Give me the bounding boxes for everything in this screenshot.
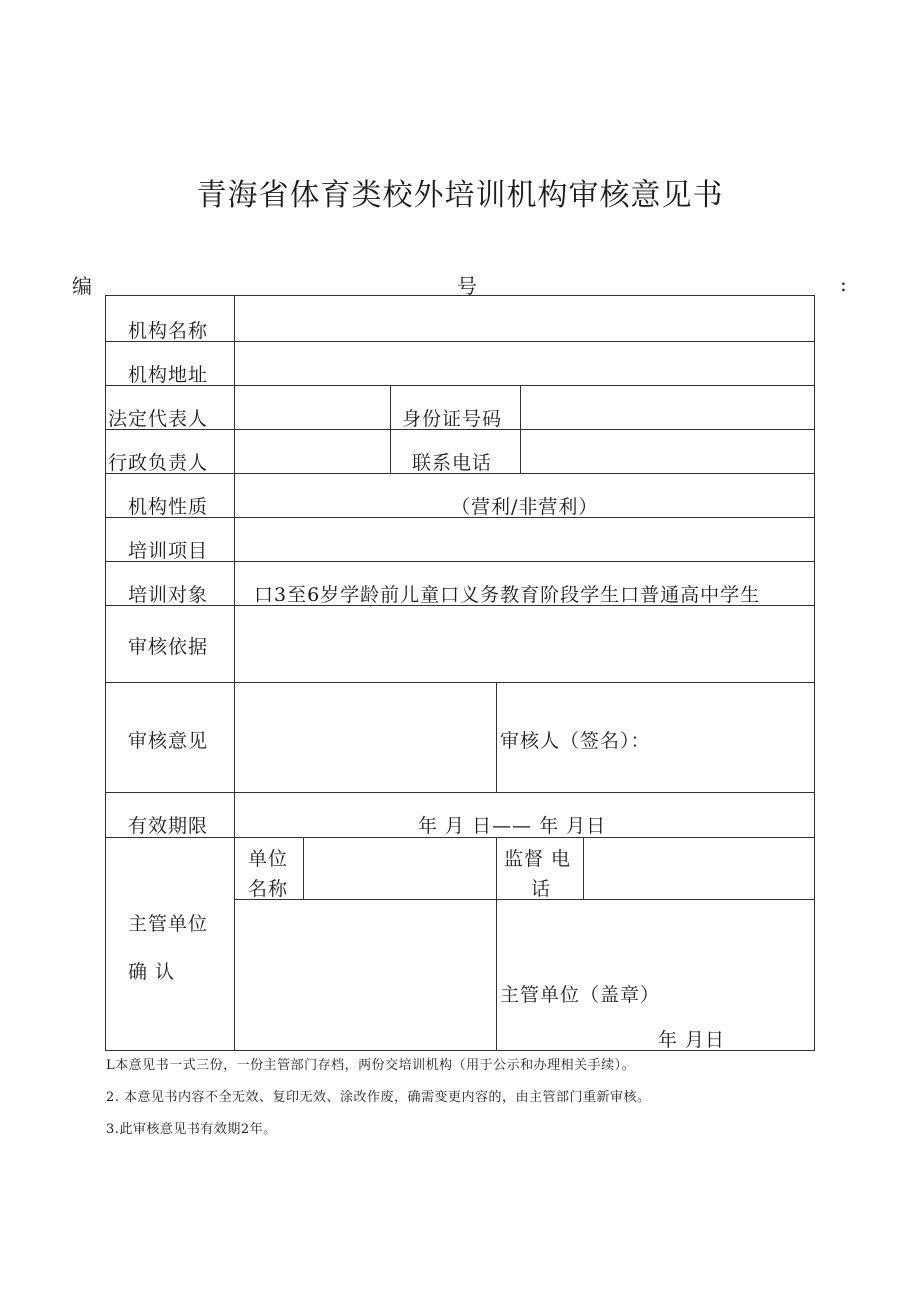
row-divider [106,561,814,562]
note-2: 2. 本意见书内容不全无效、复印无效、涂改作废，确需变更内容的，由主管部门重新审核。 [106,1090,651,1105]
serial-number-colon: : [840,272,847,296]
administrative-head-label: 行政负责人 [108,452,209,474]
review-form-table [105,295,815,1051]
column-divider [496,837,497,1050]
legal-representative-label: 法定代表人 [108,408,209,430]
training-items-label: 培训项目 [128,540,209,562]
label-column-divider [234,296,235,1050]
supervision-phone-label: 监督 电 [504,848,572,870]
row-divider [234,899,814,900]
org-address-label: 机构地址 [128,364,209,386]
row-divider [106,385,814,386]
org-nature-label: 机构性质 [128,496,209,518]
validity-period-label: 有效期限 [128,815,209,837]
seal-date: 年 月日 [658,1029,726,1051]
training-target-label: 培训对象 [128,584,209,606]
validity-period-value: 年 月 日—— 年 月日 [418,815,607,837]
serial-number-label-start: 编 [72,274,92,298]
id-number-label: 身份证号码 [402,408,503,430]
row-divider [106,682,814,683]
column-divider [520,385,521,473]
org-nature-value: （营利/非营利） [451,496,599,518]
column-divider [496,682,497,792]
authority-confirm-label: 主管单位 [128,913,209,935]
column-divider [390,385,391,473]
page-title: 青海省体育类校外培训机构审核意见书 [196,178,724,213]
serial-number-label-end: 号 [457,274,477,298]
row-divider [106,341,814,342]
phone-label: 联系电话 [412,452,493,474]
authority-confirm-label-line2: 确 认 [128,961,176,983]
column-divider [583,837,584,899]
unit-name-label: 单位 [248,848,289,870]
supervision-phone-label-line2: 话 [531,878,552,900]
note-3: 3.此审核意见书有效期2年。 [106,1122,277,1137]
org-name-label: 机构名称 [128,320,209,342]
note-1: L本意见书一式三份，一份主管部门存档，两份交培训机构（用于公示和办理相关手续）。 [106,1058,636,1073]
column-divider [303,837,304,899]
review-basis-label: 审核依据 [128,636,209,658]
row-divider [106,792,814,793]
review-opinion-label: 审核意见 [128,730,209,752]
unit-name-label-line2: 名称 [248,878,289,900]
reviewer-signature-label: 审核人（签名）： [500,730,651,752]
training-target-options: 口3至6岁学龄前儿童口义务教育阶段学生口普通高中学生 [254,584,761,606]
authority-seal-label: 主管单位（盖章） [500,984,661,1006]
